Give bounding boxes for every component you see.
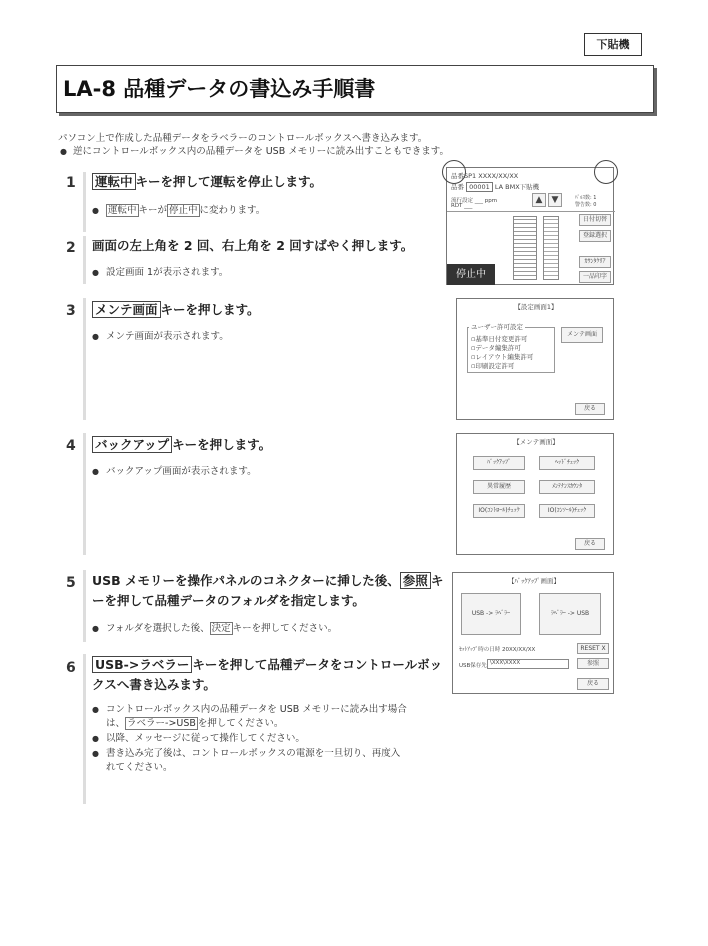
screenshot-backup: 【ﾊﾞｯｸｱｯﾌﾟ画面】 USB -> ﾗﾍﾞﾗｰ ﾗﾍﾞﾗｰ -> USB ｾｯﾄｱｯﾌﾟ時の日時 20XX/XX/XX RESET X USB保存先 \XXX\XXXX 参照 戻る bbox=[452, 572, 614, 694]
up-arrow-icon: ▲ bbox=[532, 193, 546, 207]
intro-line-2: ● 逆にコントロールボックス内の品種データを USB メモリーに読み出すこともできます。 bbox=[60, 143, 449, 157]
label-preview-2 bbox=[543, 216, 559, 280]
step-5-heading: USB メモリーを操作パネルのコネクターに挿した後、 参照 キ bbox=[92, 573, 444, 588]
step-2-bar bbox=[83, 236, 86, 284]
page-title-box bbox=[56, 65, 654, 113]
step-1-bar bbox=[83, 172, 86, 232]
step-4-heading: バックアップ キーを押します。 bbox=[92, 436, 271, 454]
document-tag: 下貼機 bbox=[584, 33, 642, 56]
intro-line-1: パソコン上で作成した品種データをラベラーのコントロールボックスへ書き込みます。 bbox=[58, 133, 428, 144]
down-arrow-icon: ▼ bbox=[548, 193, 562, 207]
stop-status: 停止中 bbox=[447, 264, 495, 285]
step-6-note-1: ● コントロールボックス内の品種データを USB メモリーに読み出す場合 bbox=[92, 704, 407, 715]
step-3-number: 3 bbox=[66, 303, 76, 319]
key-label: 運転中 bbox=[92, 173, 136, 190]
step-6-number: 6 bbox=[66, 660, 76, 676]
top-left-tap-circle bbox=[442, 160, 466, 184]
step-4-bar bbox=[83, 433, 86, 555]
step-1-note: ● 運転中 キーが 停止中 に変わります。 bbox=[92, 205, 266, 216]
step-5-number: 5 bbox=[66, 575, 76, 591]
key-label: 参照 bbox=[400, 572, 431, 589]
step-6-note-3: ● 書き込み完了後は、コントロールボックスの電源を一旦切り、再度入 bbox=[92, 748, 401, 759]
step-4-note: ● バックアップ画面が表示されます。 bbox=[92, 466, 257, 477]
step-6-note-3b: れてください。 bbox=[106, 762, 173, 773]
step-3-bar bbox=[83, 298, 86, 420]
step-1-heading: 運転中 キーを押して運転を停止します。 bbox=[92, 173, 322, 191]
step-6-heading: USB->ラベラー キーを押して品種データをコントロールボッ bbox=[92, 656, 442, 674]
step-5-note: ● フォルダを選択した後、 決定 キーを押してください。 bbox=[92, 623, 338, 634]
step-6-note-2: ● 以降、メッセージに従って操作してください。 bbox=[92, 733, 305, 744]
step-6-bar bbox=[83, 654, 86, 804]
step-2-heading: 画面の左上角を 2 回、右上角を 2 回すばやく押します。 bbox=[92, 238, 414, 253]
page-title: LA-8 品種データの書込み手順書 bbox=[63, 77, 376, 101]
screenshot-operation: 品番SP1 XXXX/XX/XX 品番 00001 LA BMX下貼機 流行設定 ___ ppm RDT ___ ▲ ▼ ﾊﾟﾙｽ数: 1 警告数: 0 日付切替 登録選択 ｶｳﾝﾀｸﾘｱ 一品印字 停止中 bbox=[446, 167, 614, 285]
key-label: バックアップ bbox=[92, 436, 172, 453]
top-right-tap-circle bbox=[594, 160, 618, 184]
step-3-heading: メンテ画面 キーを押します。 bbox=[92, 301, 260, 319]
step-1-number: 1 bbox=[66, 175, 76, 191]
step-5-bar bbox=[83, 570, 86, 642]
step-6-note-1b: は、 ラベラー->USB を押してください。 bbox=[106, 718, 284, 729]
step-6-heading-line2: クスへ書き込みます。 bbox=[92, 677, 216, 692]
step-2-number: 2 bbox=[66, 240, 76, 256]
key-label: メンテ画面 bbox=[92, 301, 161, 318]
screenshot-settings-1: 【設定画面1】 ユーザー許可設定 ▫基準日付変更許可 ▫データ編集許可 ▫レイアウト編集許可 ▫印刷設定許可 メンテ画面 戻る bbox=[456, 298, 614, 420]
step-4-number: 4 bbox=[66, 438, 76, 454]
step-5-heading-line2: ーを押して品種データのフォルダを指定します。 bbox=[92, 593, 365, 608]
screenshot-maintenance: 【メンテ画面】 ﾊﾞｯｸｱｯﾌﾟ ﾍｯﾄﾞﾁｪｯｸ 異常履歴 ﾒﾝﾃﾅﾝｽｶｳﾝﾀ IO(ｺﾝﾄﾛｰﾙ)ﾁｪｯｸ IO(ｺﾝｿｰﾙ)ﾁｪｯｸ 戻る bbox=[456, 433, 614, 555]
step-2-note: ● 設定画面 1が表示されます。 bbox=[92, 267, 229, 278]
label-preview bbox=[513, 216, 537, 280]
key-label: USB->ラベラー bbox=[92, 656, 192, 673]
step-3-note: ● メンテ画面が表示されます。 bbox=[92, 331, 229, 342]
